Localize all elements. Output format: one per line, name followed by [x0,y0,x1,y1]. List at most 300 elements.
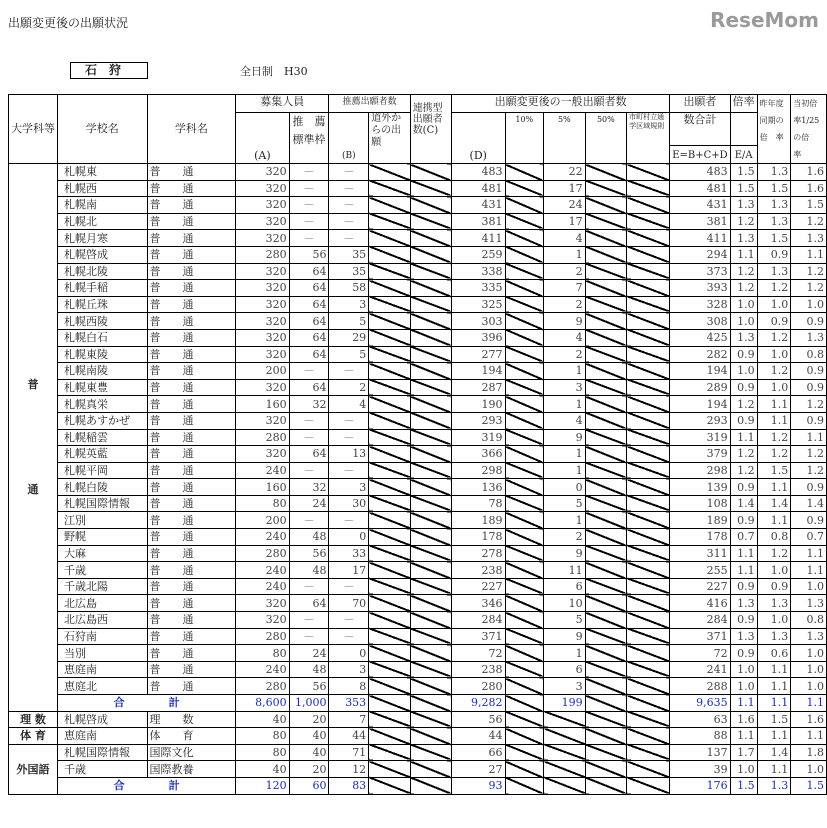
suisen-quota: － [289,164,329,181]
recruit-count: 320 [236,329,289,346]
slashed-cell [627,661,670,678]
table-row [9,263,827,280]
ratio: 0.9 [730,645,757,662]
slashed-cell [585,678,626,695]
suisen-applicants: － [329,429,369,446]
suisen-applicants: 5 [329,346,369,363]
slashed-cell [410,164,451,181]
slashed-cell [410,213,451,230]
last-year-ratio: 0.9 [757,246,791,263]
slashed-cell [627,412,670,429]
total-applicants: 294 [670,246,730,263]
total-applicants: 425 [670,329,730,346]
department-name: 普 通 [147,429,236,446]
total-row [9,777,827,794]
five-pct-count: 22 [544,164,586,181]
school-name: 札幌東陵 [58,346,148,363]
slashed-cell [369,412,411,429]
school-name: 千歳 [58,562,148,579]
general-applicants: 238 [451,562,505,579]
slashed-cell [505,246,544,263]
suisen-applicants: 3 [329,296,369,313]
slashed-cell [369,661,411,678]
total-ratio: 1.5 [730,777,757,794]
suisen-quota: 64 [289,280,329,297]
general-applicants: 338 [451,263,505,280]
general-applicants: 227 [451,578,505,595]
table-row [9,363,827,380]
five-pct-count: 9 [544,545,586,562]
slashed-cell [369,230,411,247]
five-pct-count: 2 [544,346,586,363]
recruit-count: 320 [236,296,289,313]
slashed-cell [505,230,544,247]
school-name: 札幌手稲 [58,280,148,297]
suisen-applicants: － [329,412,369,429]
total-applicants: 379 [670,446,730,463]
slashed-cell [585,329,626,346]
slashed-cell [369,678,411,695]
slashed-cell [410,495,451,512]
total-label: 合 計 [58,695,236,712]
slashed-cell [585,213,626,230]
slashed-cell [410,695,451,712]
total-suisen-applicants: 83 [329,777,369,794]
slashed-cell [369,346,411,363]
slashed-cell [505,744,544,761]
last-year-ratio: 1.2 [757,545,791,562]
slashed-cell [369,246,411,263]
ratio: 1.1 [730,562,757,579]
department-name: 体 育 [147,728,236,745]
initial-ratio: 1.3 [791,595,827,612]
last-year-ratio: 1.2 [757,363,791,380]
slashed-cell [410,429,451,446]
recruit-count: 320 [236,412,289,429]
recruit-count: 320 [236,595,289,612]
ratio: 1.0 [730,313,757,330]
general-applicants: 411 [451,230,505,247]
slashed-cell [410,280,451,297]
slashed-cell [505,661,544,678]
total-applicants: 189 [670,512,730,529]
ratio: 1.1 [730,429,757,446]
suisen-quota: 24 [289,645,329,662]
table-row [9,396,827,413]
initial-ratio: 0.7 [791,529,827,546]
suisen-quota: 20 [289,761,329,778]
slashed-cell [585,164,626,181]
suisen-quota: 64 [289,446,329,463]
suisen-applicants: 58 [329,280,369,297]
slashed-cell [369,562,411,579]
recruit-count: 320 [236,280,289,297]
total-applicants: 481 [670,180,730,197]
slashed-cell [369,429,411,446]
total-label: 合 計 [58,777,236,794]
slashed-cell [505,728,544,745]
five-pct-count: 9 [544,429,586,446]
header-recruit: 募集人員 [236,95,329,113]
suisen-applicants: 33 [329,545,369,562]
table-row [9,462,827,479]
suisen-quota: － [289,213,329,230]
department-name: 普 通 [147,313,236,330]
table-row [9,213,827,230]
slashed-cell [505,164,544,181]
slashed-cell [627,280,670,297]
total-applicants: 241 [670,661,730,678]
slashed-cell [627,313,670,330]
suisen-applicants: － [329,180,369,197]
department-name: 理 数 [147,711,236,728]
initial-ratio: 1.0 [791,678,827,695]
slashed-cell [505,263,544,280]
slashed-cell [585,313,626,330]
slashed-cell [585,628,626,645]
last-year-ratio: 0.9 [757,578,791,595]
five-pct-count: 4 [544,230,586,247]
slashed-cell [627,296,670,313]
last-year-ratio: 1.5 [757,711,791,728]
table-row [9,313,827,330]
slashed-cell [410,396,451,413]
slashed-cell [369,545,411,562]
general-applicants: 371 [451,628,505,645]
last-year-ratio: 1.5 [757,462,791,479]
slashed-cell [369,329,411,346]
ratio: 1.3 [730,628,757,645]
five-pct-count: 1 [544,396,586,413]
slashed-cell [627,529,670,546]
table-row [9,180,827,197]
slashed-cell [505,446,544,463]
total-applicants: 298 [670,462,730,479]
slashed-cell [369,462,411,479]
suisen-quota: － [289,363,329,380]
total-last-year: 1.1 [757,695,791,712]
five-pct-count: 2 [544,529,586,546]
five-pct-count: 7 [544,280,586,297]
category-cell: 理 数 [9,711,58,728]
department-name: 普 通 [147,412,236,429]
slashed-cell [410,246,451,263]
last-year-ratio: 1.3 [757,263,791,280]
total-applicants: 194 [670,363,730,380]
table-row [9,628,827,645]
total-row [9,695,827,712]
last-year-ratio: 1.1 [757,661,791,678]
suisen-applicants: 71 [329,744,369,761]
last-year-ratio: 1.1 [757,512,791,529]
slashed-cell [505,313,544,330]
department-name: 普 通 [147,612,236,629]
slashed-cell [505,761,544,778]
school-name: 北広島 [58,595,148,612]
slashed-cell [505,595,544,612]
last-year-ratio: 1.3 [757,164,791,181]
department-name: 普 通 [147,562,236,579]
school-name: 北広島西 [58,612,148,629]
slashed-cell [505,628,544,645]
table-row [9,429,827,446]
total-last-year: 1.3 [757,777,791,794]
total-general: 93 [451,777,505,794]
initial-ratio: 0.9 [791,379,827,396]
slashed-cell [627,645,670,662]
recruit-count: 160 [236,396,289,413]
ratio: 0.9 [730,479,757,496]
school-name: 札幌白陵 [58,479,148,496]
ratio: 1.2 [730,446,757,463]
five-pct-count: 5 [544,495,586,512]
initial-ratio: 1.3 [791,230,827,247]
suisen-quota: － [289,612,329,629]
department-name: 普 通 [147,446,236,463]
header-renkei: 連携型出願者数(C) [410,95,451,164]
five-pct-count: 3 [544,678,586,695]
slashed-cell [505,612,544,629]
last-year-ratio: 1.5 [757,180,791,197]
suisen-applicants: － [329,512,369,529]
suisen-applicants: 13 [329,446,369,463]
slashed-cell [369,363,411,380]
table-row [9,529,827,546]
slashed-cell [410,296,451,313]
total-applicants: 431 [670,197,730,214]
ratio: 0.9 [730,512,757,529]
suisen-quota: － [289,429,329,446]
recruit-count: 240 [236,529,289,546]
slashed-cell [627,479,670,496]
recruit-count: 240 [236,661,289,678]
total-applicants: 282 [670,346,730,363]
header-b: (B) [329,113,369,164]
slashed-cell [369,695,411,712]
suisen-quota: － [289,462,329,479]
initial-ratio: 1.3 [791,329,827,346]
initial-ratio: 1.8 [791,744,827,761]
total-applicants: 371 [670,628,730,645]
header-empty [730,113,757,146]
school-name: 千歳 [58,761,148,778]
five-pct-count: 1 [544,645,586,662]
table-row [9,230,827,247]
suisen-applicants: － [329,213,369,230]
suisen-quota: 64 [289,346,329,363]
initial-ratio: 1.0 [791,578,827,595]
recruit-count: 40 [236,711,289,728]
initial-ratio: 0.8 [791,612,827,629]
suisen-quota: － [289,412,329,429]
department-name: 普 通 [147,296,236,313]
slashed-cell [585,379,626,396]
five-pct-count: 2 [544,263,586,280]
total-applicants: 311 [670,545,730,562]
recruit-count: 320 [236,446,289,463]
suisen-applicants: － [329,462,369,479]
general-applicants: 56 [451,711,505,728]
slashed-cell [410,346,451,363]
table-row [9,595,827,612]
general-applicants: 27 [451,761,505,778]
initial-ratio: 1.1 [791,429,827,446]
school-name: 札幌丘珠 [58,296,148,313]
slashed-cell [410,645,451,662]
slashed-cell [627,728,670,745]
ratio: 0.9 [730,346,757,363]
last-year-ratio: 1.2 [757,280,791,297]
slashed-cell [369,180,411,197]
general-applicants: 78 [451,495,505,512]
school-name: 札幌南 [58,197,148,214]
department-name: 普 通 [147,645,236,662]
total-applicants: 9,635 [670,695,730,712]
slashed-cell [627,744,670,761]
slashed-cell [410,462,451,479]
slashed-cell [627,180,670,197]
table-row [9,661,827,678]
department-name: 普 通 [147,329,236,346]
general-applicants: 190 [451,396,505,413]
suisen-applicants: 8 [329,678,369,695]
total-applicants: 373 [670,263,730,280]
slashed-cell [369,396,411,413]
slashed-cell [369,578,411,595]
recruit-count: 320 [236,180,289,197]
ratio: 1.3 [730,329,757,346]
total-applicants: 284 [670,612,730,629]
slashed-cell [627,678,670,695]
initial-ratio: 1.1 [791,246,827,263]
suisen-applicants: 4 [329,396,369,413]
slashed-cell [585,263,626,280]
department-name: 普 通 [147,495,236,512]
table-row [9,446,827,463]
header-ratio: 倍率 [730,95,757,113]
slashed-cell [585,661,626,678]
last-year-ratio: 1.5 [757,230,791,247]
table-row [9,479,827,496]
table-row [9,329,827,346]
initial-ratio: 1.6 [791,180,827,197]
total-applicants: 483 [670,164,730,181]
last-year-ratio: 1.3 [757,628,791,645]
total-initial: 1.1 [791,695,827,712]
five-pct-count: 17 [544,213,586,230]
suisen-quota: 48 [289,529,329,546]
slashed-cell [505,346,544,363]
slashed-cell [585,446,626,463]
slashed-cell [505,396,544,413]
header-last-year: 昨年度同期の倍 率 [757,95,791,164]
school-name: 札幌北陵 [58,263,148,280]
general-applicants: 284 [451,612,505,629]
general-applicants: 293 [451,412,505,429]
recruit-count: 320 [236,230,289,247]
recruit-count: 320 [236,213,289,230]
slashed-cell [369,628,411,645]
header-e-formula: E=B+C+D [670,146,730,164]
school-name: 札幌英藍 [58,446,148,463]
suisen-applicants: － [329,612,369,629]
recruit-count: 280 [236,545,289,562]
slashed-cell [410,363,451,380]
last-year-ratio: 1.0 [757,562,791,579]
recruit-count: 80 [236,645,289,662]
five-pct-count: 9 [544,313,586,330]
slashed-cell [585,280,626,297]
slashed-cell [627,562,670,579]
slashed-cell [627,329,670,346]
slashed-cell [369,379,411,396]
header-total-apps: 出願者 [670,95,730,113]
ratio: 1.5 [730,164,757,181]
suisen-quota: 64 [289,595,329,612]
five-pct-count: 1 [544,462,586,479]
last-year-ratio: 1.2 [757,446,791,463]
school-name: 当別 [58,645,148,662]
five-pct-count: 1 [544,246,586,263]
initial-ratio: 1.6 [791,711,827,728]
table-row [9,379,827,396]
general-applicants: 259 [451,246,505,263]
school-name: 千歳北陽 [58,578,148,595]
suisen-quota: 32 [289,479,329,496]
recruit-count: 280 [236,246,289,263]
total-suisen-applicants: 353 [329,695,369,712]
school-name: 野幌 [58,529,148,546]
initial-ratio: 1.2 [791,462,827,479]
slashed-cell [410,230,451,247]
department-name: 普 通 [147,213,236,230]
department-name: 普 通 [147,379,236,396]
table-row [9,612,827,629]
slashed-cell [627,346,670,363]
general-applicants: 431 [451,197,505,214]
total-applicants: 139 [670,479,730,496]
department-name: 普 通 [147,661,236,678]
watermark-logo: ReseMom [710,8,819,32]
school-name: 札幌啓成 [58,246,148,263]
suisen-applicants: 7 [329,711,369,728]
last-year-ratio: 1.1 [757,761,791,778]
ratio: 1.1 [730,545,757,562]
slashed-cell [585,246,626,263]
category-cell: 普 通 [9,164,58,712]
slashed-cell [585,512,626,529]
ratio: 1.5 [730,180,757,197]
initial-ratio: 1.1 [791,728,827,745]
recruit-count: 200 [236,363,289,380]
table-row [9,495,827,512]
ratio: 1.0 [730,296,757,313]
table-row [9,246,827,263]
suisen-quota: 64 [289,263,329,280]
slashed-cell [627,578,670,595]
suisen-applicants: － [329,230,369,247]
header-outside: 道外からの出願 [369,113,411,164]
slashed-cell [585,495,626,512]
school-name: 大麻 [58,545,148,562]
department-name: 普 通 [147,529,236,546]
department-name: 普 通 [147,462,236,479]
last-year-ratio: 1.1 [757,728,791,745]
department-name: 普 通 [147,263,236,280]
general-applicants: 280 [451,678,505,695]
slashed-cell [627,164,670,181]
general-applicants: 346 [451,595,505,612]
